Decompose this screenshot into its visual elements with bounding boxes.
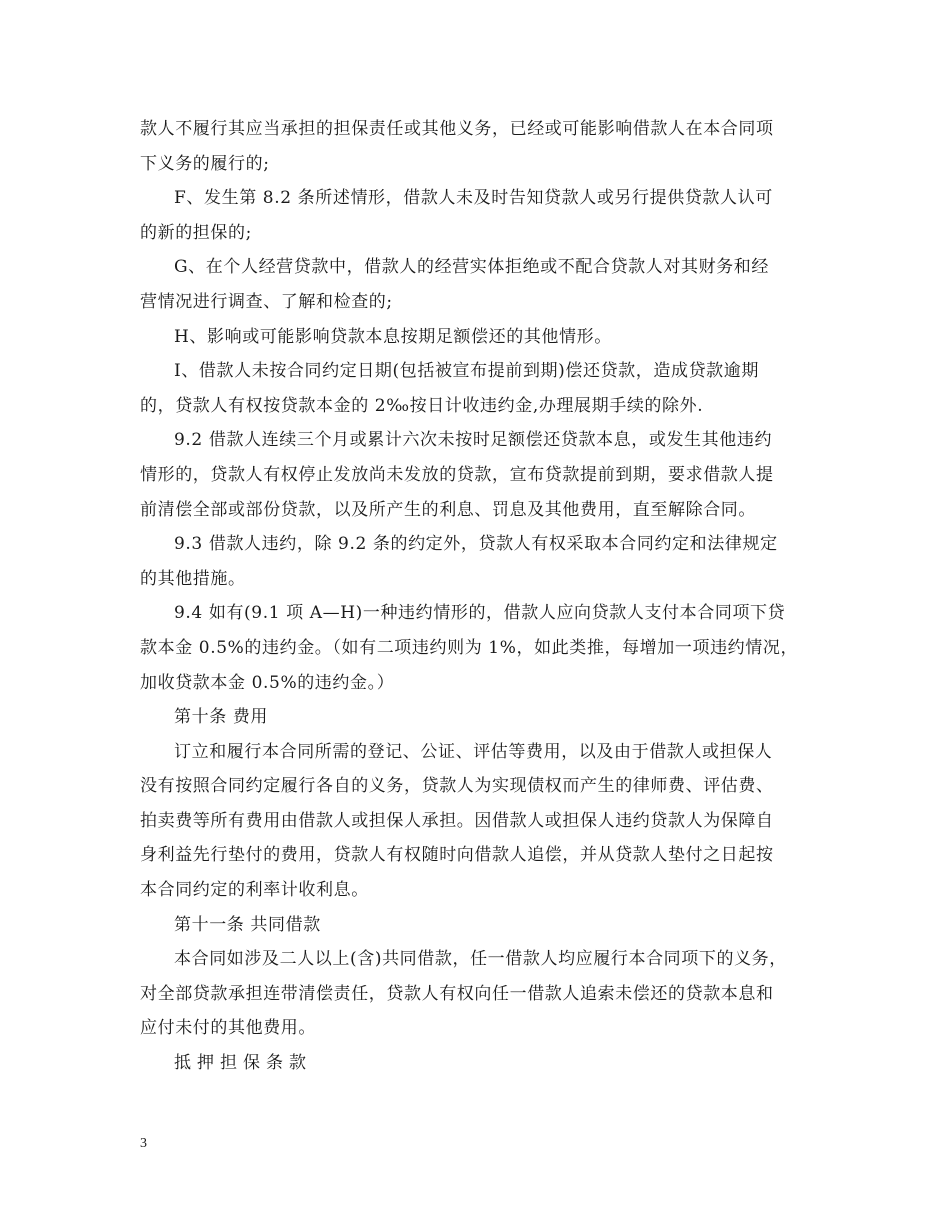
text-line: H、影响或可能影响贷款本息按期足额偿还的其他情形。 bbox=[174, 326, 612, 347]
text-line: 的，贷款人有权按贷款本金的 2‰按日计收违约金,办理展期手续的除外. bbox=[140, 395, 704, 416]
text-line: I、借款人未按合同约定日期(包括被宣布提前到期)偿还贷款，造成贷款逾期 bbox=[174, 361, 759, 382]
text-line: 第十一条 共同借款 bbox=[174, 914, 321, 935]
text-line: 的新的担保的; bbox=[140, 222, 252, 243]
text-line: 9.4 如有(9.1 项 A—H)一种违约情形的，借款人应向贷款人支付本合同项下贷 bbox=[174, 603, 786, 624]
text-line: 营情况进行调查、了解和检查的; bbox=[140, 291, 393, 312]
text-line: 款本金 0.5%的违约金。（如有二项违约则为 1%，如此类推，每增加一项违约情况， bbox=[140, 637, 799, 658]
document-body bbox=[140, 112, 816, 1081]
text-line: 下义务的履行的; bbox=[140, 153, 270, 174]
text-line: 加收贷款本金 0.5%的违约金。） bbox=[140, 672, 395, 693]
text-line: G、在个人经营贷款中，借款人的经营实体拒绝或不配合贷款人对其财务和经 bbox=[174, 257, 769, 278]
text-line: 的其他措施。 bbox=[140, 568, 246, 589]
text-line: F、发生第 8.2 条所述情形，借款人未及时告知贷款人或另行提供贷款人认可 bbox=[174, 188, 773, 209]
text-line: 9.2 借款人连续三个月或累计六次未按时足额偿还贷款本息，或发生其他违约 bbox=[174, 430, 773, 451]
text-line: 本合同约定的利率计收利息。 bbox=[140, 880, 369, 901]
text-line: 第十条 费用 bbox=[174, 707, 269, 728]
text-line: 情形的，贷款人有权停止发放尚未发放的贷款，宣布贷款提前到期，要求借款人提 bbox=[140, 464, 774, 485]
page-number: 3 bbox=[140, 1136, 147, 1151]
text-line: 身利益先行垫付的费用，贷款人有权随时向借款人追偿，并从贷款人垫付之日起按 bbox=[140, 845, 774, 866]
text-line: 对全部贷款承担连带清偿责任，贷款人有权向任一借款人追索未偿还的贷款本息和 bbox=[140, 983, 774, 1004]
text-line: 应付未付的其他费用。 bbox=[140, 1018, 316, 1039]
text-line: 款人不履行其应当承担的担保责任或其他义务，已经或可能影响借款人在本合同项 bbox=[140, 119, 774, 139]
text-line: 本合同如涉及二人以上(含)共同借款，任一借款人均应履行本合同项下的义务， bbox=[174, 949, 787, 970]
text-line: 前清偿全部或部份贷款，以及所产生的利息、罚息及其他费用，直至解除合同。 bbox=[140, 499, 756, 520]
text-line: 没有按照合同约定履行各自的义务，贷款人为实现债权而产生的律师费、评估费、 bbox=[140, 776, 774, 797]
text-line: 订立和履行本合同所需的登记、公证、评估等费用，以及由于借款人或担保人 bbox=[174, 741, 773, 762]
text-line: 拍卖费等所有费用由借款人或担保人承担。因借款人或担保人违约贷款人为保障自 bbox=[140, 810, 774, 831]
text-line: 9.3 借款人违约，除 9.2 条的约定外，贷款人有权采取本合同约定和法律规定 bbox=[174, 534, 778, 555]
text-line: 抵押担保条款 bbox=[174, 1053, 312, 1074]
